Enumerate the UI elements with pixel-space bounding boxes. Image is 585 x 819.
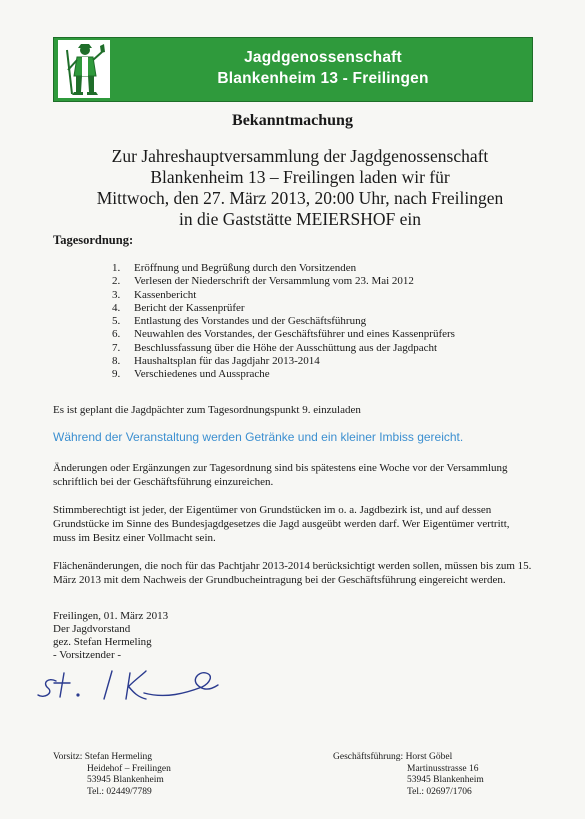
invitation-line: in die Gaststätte MEIERSHOF ein <box>178 209 422 229</box>
footer-chair <box>53 752 171 798</box>
invitation-line: Mittwoch, den 27. März 2013, 20:00 Uhr, nach Freilingen <box>96 188 504 208</box>
footer-management-line-1 <box>333 752 484 764</box>
agenda-text: Verschiedenes und Aussprache <box>134 368 270 381</box>
agenda-item <box>112 368 512 381</box>
area-changes-note: Flächenänderungen, die noch für das Pachtjahr 2013-2014 berücksichtigt werden sollen, müssen bis zum 15. März 2013 mit dem Nachweis der Grundbucheintragung bei der Geschäftsführung eingereicht werden. <box>53 560 532 586</box>
agenda-changes-note: Änderungen oder Ergänzungen zur Tagesordnung sind bis spätestens eine Woche vor der Versammlung schriftlich bei der Geschäftsführung einzureichen. <box>53 462 508 488</box>
footer-management-name: Horst Göbel <box>405 752 453 762</box>
agenda-number: 1. <box>112 262 121 274</box>
agenda-number: 6. <box>112 328 121 341</box>
signer-role: - Vorsitzender - <box>53 649 122 661</box>
voting-rights-note: Stimmberechtigt ist jeder, der Eigentümer von Grundstücken im o. a. Jagdbezirk ist, und auf dessen Grundstücke im Sinne des Bundesjagdgesetzes die Jagd ausgeübt werden darf. Wer Eigentümer vertritt, muss im Besitz einer Vollmacht sein. <box>53 504 510 544</box>
header-title <box>114 47 532 89</box>
agenda-text: Beschlussfassung über die Höhe der Ausschüttung aus der Jagdpacht <box>134 341 438 354</box>
footer-chair-name: Stefan Hermeling <box>84 752 153 762</box>
agenda-text: Neuwahlen des Vorstandes, der Geschäftsführer und eines Kassenprüfers <box>134 328 455 341</box>
agenda-item <box>112 275 512 288</box>
agenda-number: 8. <box>112 355 121 368</box>
agenda-number: 3. <box>112 288 121 301</box>
agenda-heading: Tagesordnung: <box>53 233 134 247</box>
agenda-number: 9. <box>112 368 121 381</box>
agenda-number: 5. <box>112 315 121 328</box>
agenda-item <box>112 262 512 275</box>
footer-chair-line-1 <box>53 752 171 764</box>
agenda-text: Eröffnung und Begrüßung durch den Vorsitzenden <box>134 262 357 274</box>
footer-management <box>333 752 484 798</box>
agenda-text: Kassenbericht <box>134 288 197 301</box>
agenda-text: Verlesen der Niederschrift der Versammlung vom 23. Mai 2012 <box>134 275 414 288</box>
page-title: Bekanntmachung <box>232 112 353 129</box>
invitation-line: Zur Jahreshauptversammlung der Jagdgenossenschaft <box>111 146 489 166</box>
board-name: Der Jagdvorstand <box>53 623 131 635</box>
agenda-item <box>112 302 512 315</box>
invitation-text <box>60 146 540 230</box>
agenda-item <box>112 289 512 302</box>
footer-chair-phone: Tel.: 02449/7789 <box>87 786 152 797</box>
agenda-item <box>112 315 512 328</box>
agenda-text: Haushaltsplan für das Jagdjahr 2013-2014 <box>134 355 320 368</box>
agenda-item <box>112 342 512 355</box>
agenda-number: 7. <box>112 341 121 354</box>
signed-by: gez. Stefan Hermeling <box>53 636 152 648</box>
footer-chair-city: 53945 Blankenheim <box>87 775 164 785</box>
footer-management-street: Martinusstrasse 16 <box>407 763 479 774</box>
agenda-list <box>112 262 512 382</box>
footer-management-phone: Tel.: 02697/1706 <box>407 786 472 797</box>
hunter-logo-icon <box>58 40 110 98</box>
agenda-text: Entlastung des Vorstandes und der Geschäftsführung <box>134 315 367 328</box>
invitation-line: Blankenheim 13 – Freilingen laden wir für <box>150 167 450 187</box>
agenda-number: 2. <box>112 275 121 288</box>
closing-block <box>53 610 168 662</box>
footer-management-label: Geschäftsführung: <box>333 752 404 762</box>
header-line-1: Jagdgenossenschaft <box>244 49 402 66</box>
header-line-2: Blankenheim 13 - Freilingen <box>217 70 429 87</box>
refreshments-note: Während der Veranstaltung werden Getränke und ein kleiner Imbiss gereicht. <box>53 430 464 444</box>
footer-chair-street: Heidehof – Freilingen <box>87 763 171 774</box>
agenda-item <box>112 355 512 368</box>
agenda-text: Bericht der Kassenprüfer <box>134 301 245 314</box>
place-date: Freilingen, 01. März 2013 <box>53 610 169 622</box>
footer-chair-label: Vorsitz: <box>53 752 83 762</box>
handwritten-signature-icon <box>36 663 226 705</box>
lessees-invite-note: Es ist geplant die Jagdpächter zum Tagesordnungspunkt 9. einzuladen <box>53 404 361 416</box>
footer-management-city: 53945 Blankenheim <box>407 775 484 785</box>
header-banner <box>53 37 533 102</box>
agenda-number: 4. <box>112 301 121 314</box>
agenda-item <box>112 328 512 341</box>
